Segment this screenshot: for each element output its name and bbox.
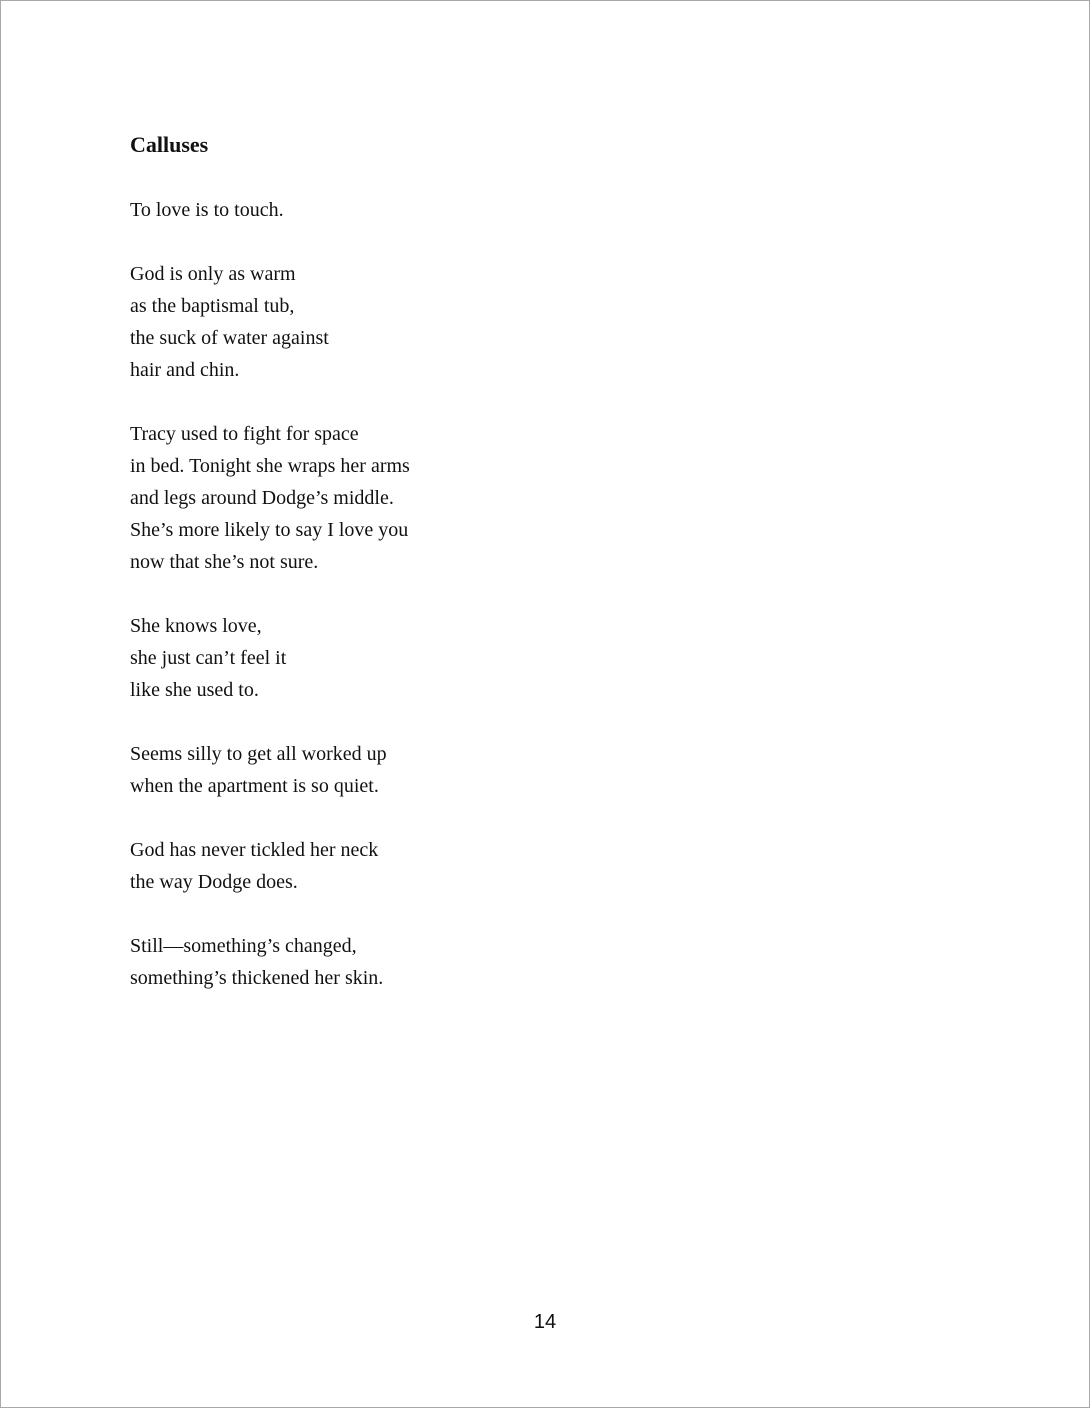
poem-title: Calluses — [130, 132, 209, 157]
poem-line: To love is to touch. — [130, 199, 284, 221]
stanza-5 — [130, 738, 830, 802]
poem-line: the way Dodge does. — [130, 871, 298, 893]
poem-line: when the apartment is so quiet. — [130, 775, 379, 797]
page-number: 14 — [533, 1311, 557, 1333]
stanza-2 — [130, 258, 830, 386]
poem-line: She’s more likely to say I love you — [130, 519, 409, 541]
stanza-4 — [130, 610, 830, 706]
poem-line: God is only as warm — [130, 263, 296, 285]
poem-line: in bed. Tonight she wraps her arms — [130, 455, 410, 477]
poem-line: the suck of water against — [130, 327, 329, 349]
poem-line: God has never tickled her neck — [130, 839, 379, 861]
poem-line: She knows love, — [130, 615, 262, 637]
poem-line: and legs around Dodge’s middle. — [130, 487, 394, 509]
poem-line: she just can’t feel it — [130, 647, 287, 669]
poem-line: Still—something’s changed, — [130, 935, 357, 957]
poem-line: Seems silly to get all worked up — [130, 743, 387, 765]
stanza-1 — [130, 194, 830, 226]
poem-line: as the baptismal tub, — [130, 295, 295, 317]
poem-line: Tracy used to fight for space — [130, 423, 359, 445]
stanza-3 — [130, 418, 830, 578]
stanza-7 — [130, 930, 830, 994]
poem-line: now that she’s not sure. — [130, 551, 319, 573]
poem-line: like she used to. — [130, 679, 259, 701]
poem — [130, 129, 830, 1026]
stanza-6 — [130, 834, 830, 898]
poem-line: hair and chin. — [130, 359, 240, 381]
poem-line: something’s thickened her skin. — [130, 967, 384, 989]
